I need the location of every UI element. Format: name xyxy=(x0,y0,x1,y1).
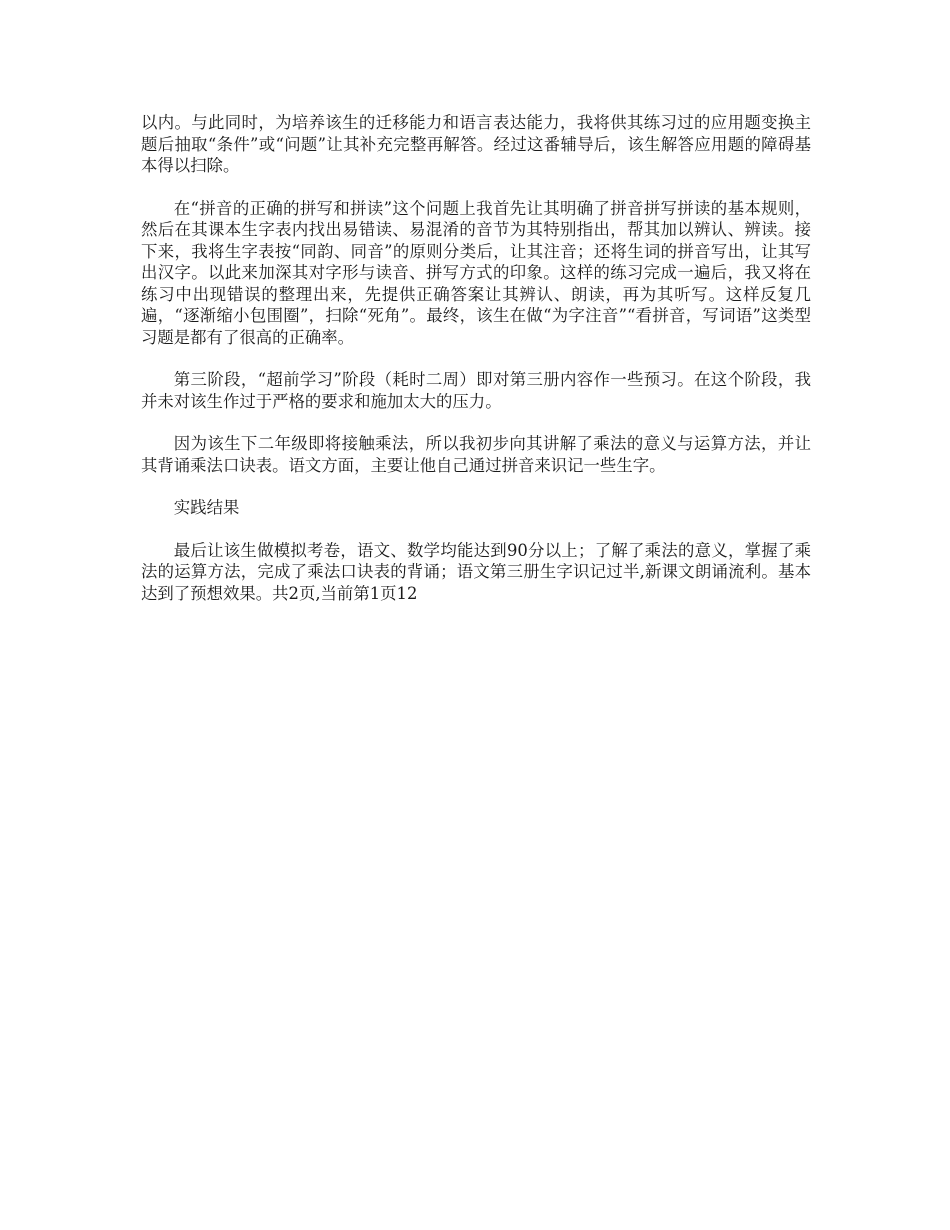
paragraph-4: 因为该生下二年级即将接触乘法，所以我初步向其讲解了乘法的意义与运算方法，并让其背诵乘法口诀表。语文方面，主要让他自己通过拼音来识记一些生字。 xyxy=(141,434,811,475)
section-heading: 实践结果 xyxy=(173,498,240,517)
paragraph-2: 在“拼音的正确的拼写和拼读”这个问题上我首先让其明确了拼音拼写拼读的基本规则，然后在其课本生字表内找出易错读、易混淆的音节为其特别指出，帮其加以辨认、辨读。接下来，我将生字表按“同韵、同音”的原则分类后，让其注音；还将生词的拼音写出，让其写出汉字。以此来加深其对字形与读音、拼写方式的印象。这样的练习完成一遍后，我又将在练习中出现错误的整理出来，先提供正确答案让其辨认、朗读，再为其听写。这样反复几遍，“逐渐缩小包围圈”，扫除“死角”。最终，该生在做“为字注音”“看拼音，写词语”这类型习题是都有了很高的正确率。 xyxy=(141,198,811,347)
document-body xyxy=(141,112,811,625)
paragraph-1: 以内。与此同时，为培养该生的迁移能力和语言表达能力，我将供其练习过的应用题变换主题后抽取“条件”或“问题”让其补充完整再解答。经过这番辅导后，该生解答应用题的障碍基本得以扫除。 xyxy=(141,113,811,175)
paragraph-5: 最后让该生做模拟考卷，语文、数学均能达到90分以上；了解了乘法的意义，掌握了乘法的运算方法，完成了乘法口诀表的背诵；语文第三册生字识记过半,新课文朗诵流利。基本达到了预想效果。共2页,当前第1页12 xyxy=(141,540,811,603)
paragraph-3: 第三阶段，“超前学习”阶段（耗时二周）即对第三册内容作一些预习。在这个阶段，我并未对该生作过于严格的要求和施加太大的压力。 xyxy=(141,370,811,411)
